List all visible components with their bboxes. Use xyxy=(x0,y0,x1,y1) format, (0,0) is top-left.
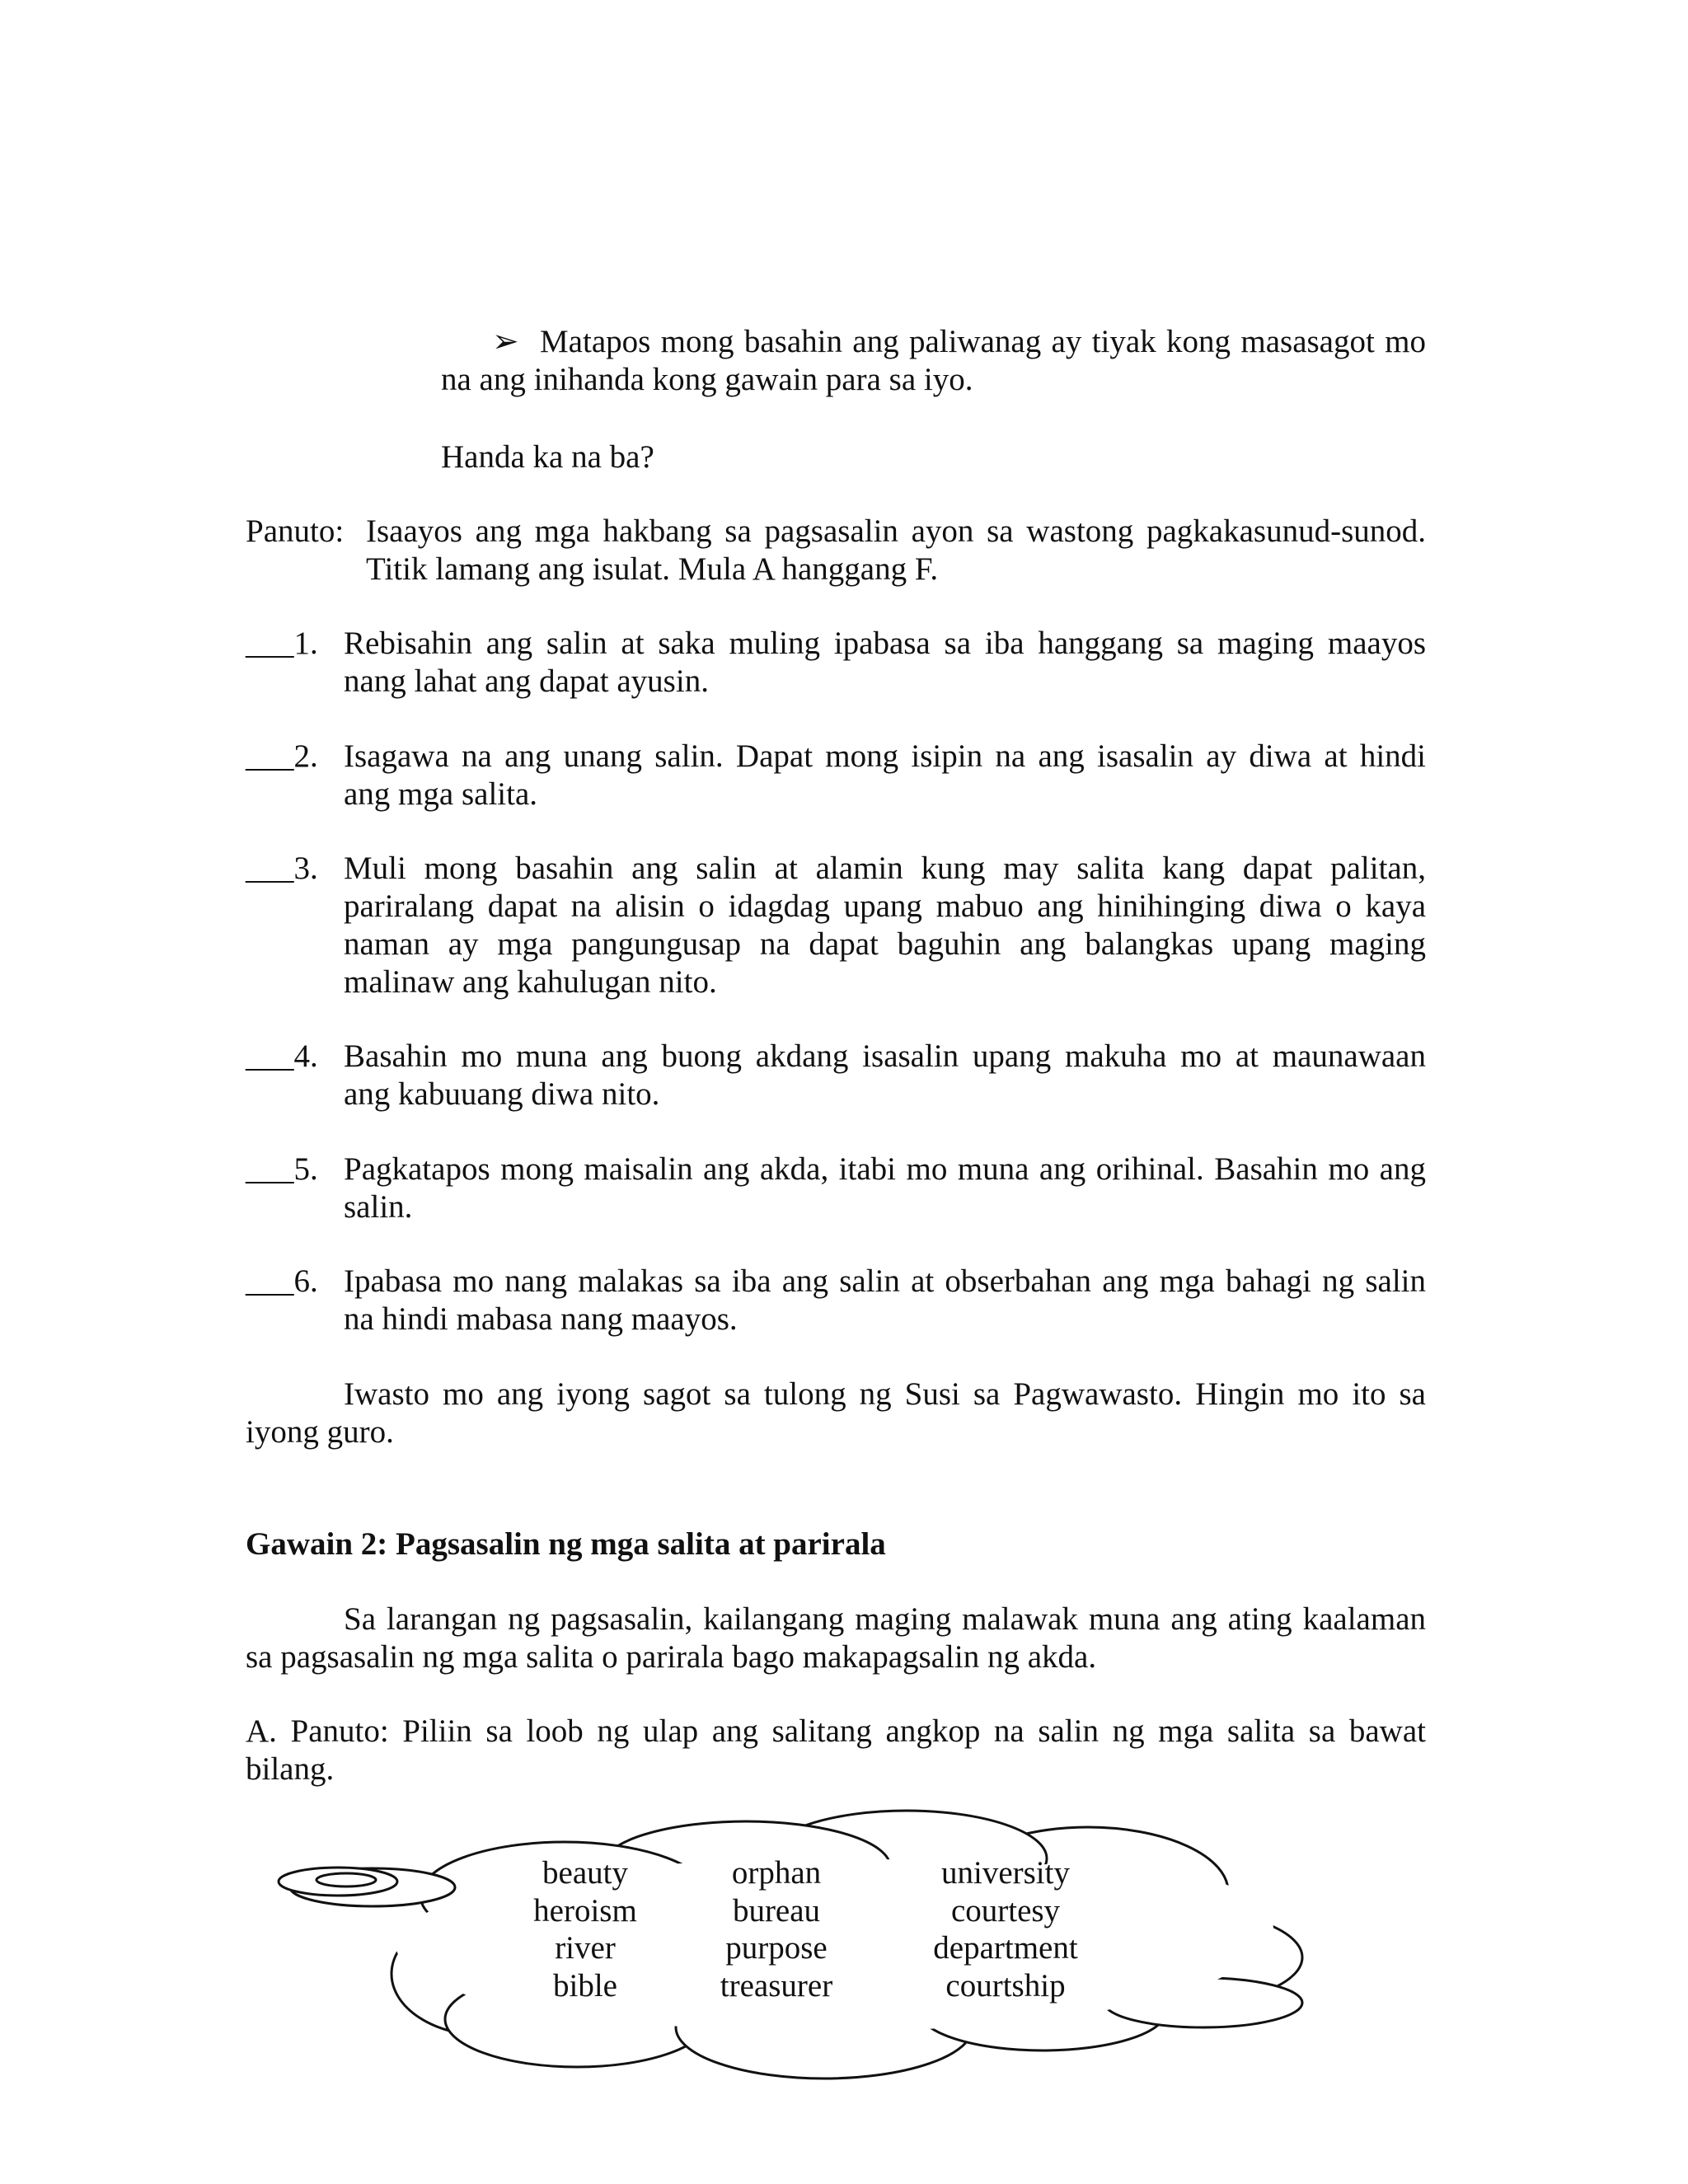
cloud-word: river xyxy=(555,1930,616,1966)
item-number: ___5. xyxy=(246,1151,318,1187)
cloud-words-column-1 xyxy=(495,1854,676,2004)
item-number: ___3. xyxy=(246,851,318,886)
cloud-word: bureau xyxy=(732,1892,821,1929)
item-number: ___2. xyxy=(246,738,318,774)
panuto-line-2: Titik lamang ang isulat. Mula A hanggang F. xyxy=(366,551,939,587)
item-line: naman ay mga pangungusap na dapat baguhin ang balangkas upang maging xyxy=(344,926,1426,962)
cloud-words-column-2 xyxy=(686,1854,867,2004)
intro-line-1-text: Matapos mong basahin ang paliwanag ay tiyak kong masasagot mo xyxy=(540,324,1426,359)
cloud-word: treasurer xyxy=(720,1967,833,2004)
item-line: na hindi mabasa nang maayos. xyxy=(344,1301,738,1337)
cloud-word: orphan xyxy=(731,1855,822,1891)
gawain2-line-1: Sa larangan ng pagsasalin, kailangang maging malawak muna ang ating kaalaman xyxy=(344,1601,1426,1637)
item-line: Ipabasa mo nang malakas sa iba ang salin at obserbahan ang mga bahagi ng salin xyxy=(344,1263,1426,1299)
cloud-tail-ellipse xyxy=(316,1873,376,1886)
item-line: ang mga salita. xyxy=(344,776,538,812)
item-line: salin. xyxy=(344,1189,413,1225)
item-line: pariralang dapat na alisin o idagdag upang mabuo ang hinihinging diwa o kaya xyxy=(344,888,1426,924)
handa-question: Handa ka na ba? xyxy=(441,439,654,475)
item-line: Rebisahin ang salin at saka muling ipabasa sa iba hanggang sa maging maayos xyxy=(344,626,1426,661)
item-line: Muli mong basahin ang salin at alamin kung may salita kang dapat palitan, xyxy=(344,851,1426,886)
panuto-line-1: Isaayos ang mga hakbang sa pagsasalin ayon sa wastong pagkakasunud-sunod. xyxy=(366,513,1426,549)
arrowhead-bullet-icon: ➢ xyxy=(492,324,519,359)
gawain2-line-2: sa pagsasalin ng mga salita o parirala bago makapagsalin ng akda. xyxy=(246,1639,1097,1675)
section-heading: Gawain 2: Pagsasalin ng mga salita at parirala xyxy=(246,1526,886,1562)
item-number: ___1. xyxy=(246,626,318,661)
iwasto-line-1: Iwasto mo ang iyong sagot sa tulong ng Susi sa Pagwawasto. Hingin mo ito sa xyxy=(344,1376,1426,1412)
cloud-words-column-3 xyxy=(898,1854,1113,2004)
cloud-word: courtesy xyxy=(950,1892,1061,1929)
a-panuto-line-2: bilang. xyxy=(246,1751,335,1787)
intro-line-2: na ang inihanda kong gawain para sa iyo. xyxy=(441,362,973,397)
item-line: Pagkatapos mong maisalin ang akda, itabi mo muna ang orihinal. Basahin mo ang xyxy=(344,1151,1426,1187)
cloud-word: heroism xyxy=(533,1892,637,1929)
cloud-word: courtship xyxy=(945,1967,1066,2004)
cloud-word: bible xyxy=(553,1967,617,2004)
item-line: Basahin mo muna ang buong akdang isasalin upang makuha mo at maunawaan xyxy=(344,1038,1426,1074)
panuto-label: Panuto: xyxy=(246,513,345,549)
item-line: malinaw ang kahulugan nito. xyxy=(344,964,717,1000)
a-panuto-line-1: A. Panuto: Piliin sa loob ng ulap ang salitang angkop na salin ng mga salita sa bawat xyxy=(246,1713,1426,1749)
item-line: Isagawa na ang unang salin. Dapat mong isipin na ang isasalin ay diwa at hindi xyxy=(344,738,1426,774)
cloud-word: purpose xyxy=(725,1930,828,1966)
cloud-word: university xyxy=(941,1855,1070,1891)
item-number: ___6. xyxy=(246,1263,318,1299)
item-number: ___4. xyxy=(246,1038,318,1074)
cloud-word: department xyxy=(933,1930,1078,1966)
iwasto-line-2: iyong guro. xyxy=(246,1414,394,1450)
item-line: ang kabuuang diwa nito. xyxy=(344,1076,660,1112)
item-line: nang lahat ang dapat ayusin. xyxy=(344,663,709,699)
cloud-word: beauty xyxy=(542,1855,628,1891)
